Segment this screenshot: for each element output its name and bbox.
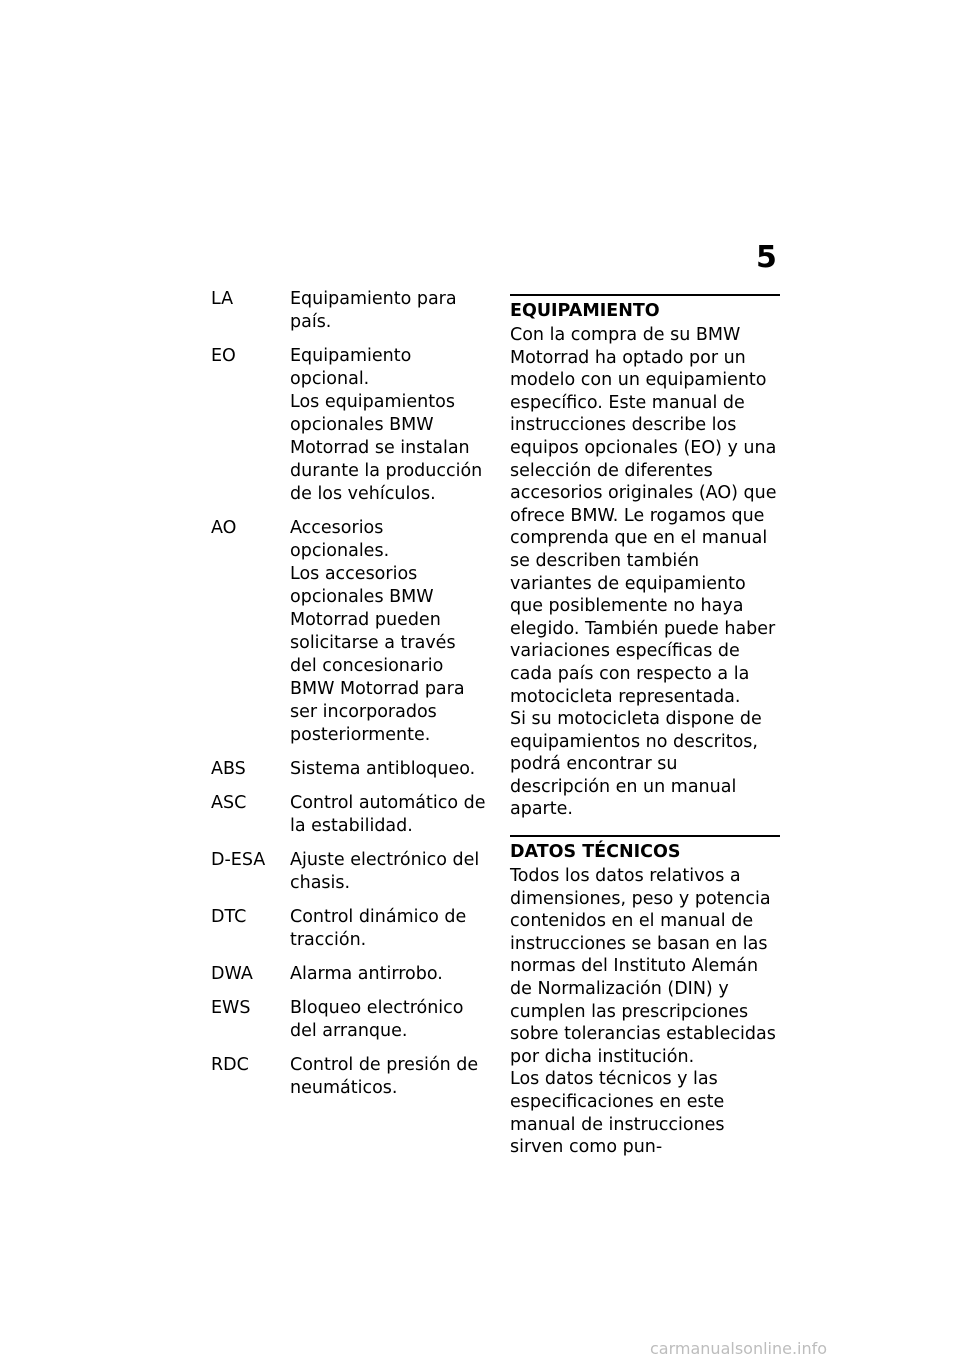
body-text-column (510, 294, 780, 1159)
section-heading-equipamiento: EQUIPAMIENTO (510, 301, 660, 321)
section-paragraph: Con la compra de su BMW Motorrad ha optado por un modelo con un equipamiento específico. Este manual de instrucciones describe los equipos opcionales (EO) y una selección de diferentes accesorios originales (AO) que ofrece BMW. Le rogamos que comprenda que en el manual se describen también variantes de equipamiento que posiblemente no haya elegido. También puede haber variaciones específicas de cada país con respecto a la motocicleta representada. (510, 325, 777, 707)
abbreviation: EWS (211, 998, 251, 1018)
definition: Control automático de la estabilidad. (290, 793, 486, 836)
abbreviation: D-ESA (211, 850, 266, 870)
abbreviation-entry-rdc (211, 1054, 486, 1100)
abbreviation-entry-desa (211, 849, 486, 895)
abbreviation-entry-la (211, 288, 486, 334)
definition-detail: Los equipamientos opcionales BMW Motorrad se instalan durante la producción de los vehículos. (290, 392, 483, 504)
definition: Sistema antibloqueo. (290, 759, 476, 779)
section-paragraph: Todos los datos relativos a dimensiones, peso y potencia contenidos en el manual de instrucciones se basan en las normas del Instituto Alemán de Normalización (DIN) y cumplen las prescripciones sobre tolerancias establecidas por dicha institución. (510, 866, 776, 1067)
abbreviation-entry-ao (211, 517, 486, 747)
section-heading-datos-tecnicos: DATOS TÉCNICOS (510, 842, 681, 863)
abbreviation: RDC (211, 1055, 249, 1075)
section-paragraph: Si su motocicleta dispone de equipamientos no descritos, podrá encontrar su descripción en un manual aparte. (510, 709, 762, 820)
abbreviation-entry-abs (211, 758, 486, 781)
definition: Control dinámico de tracción. (290, 907, 467, 950)
abbreviation: AO (211, 518, 237, 538)
abbreviation: EO (211, 346, 236, 366)
abbreviation-list (211, 288, 486, 1111)
page-number: 5 (756, 240, 777, 275)
definition: Accesorios opcionales. (290, 518, 390, 561)
abbreviation: DWA (211, 964, 253, 984)
abbreviation-entry-asc (211, 792, 486, 838)
definition: Bloqueo electrónico del arranque. (290, 998, 464, 1041)
definition: Control de presión de neumáticos. (290, 1055, 479, 1098)
definition-detail: Los accesorios opcionales BMW Motorrad pueden solicitarse a través del concesionario BMW Motorrad para ser incorporados posteriormente. (290, 564, 465, 745)
section-divider (510, 294, 780, 296)
watermark-footer: carmanualsonline.info (650, 1339, 828, 1358)
definition: Equipamiento opcional. (290, 346, 412, 389)
abbreviation: ASC (211, 793, 247, 813)
section-paragraph: Los datos técnicos y las especificaciones en este manual de instrucciones sirven como pun- (510, 1069, 725, 1158)
abbreviation: LA (211, 289, 234, 309)
definition: Equipamiento para país. (290, 289, 457, 332)
definition: Ajuste electrónico del chasis. (290, 850, 480, 893)
abbreviation-entry-dwa (211, 963, 486, 986)
abbreviation-entry-ews (211, 997, 486, 1043)
section-divider (510, 835, 780, 837)
abbreviation: ABS (211, 759, 246, 779)
abbreviation-entry-dtc (211, 906, 486, 952)
abbreviation: DTC (211, 907, 247, 927)
definition: Alarma antirrobo. (290, 964, 443, 984)
abbreviation-entry-eo (211, 345, 486, 506)
